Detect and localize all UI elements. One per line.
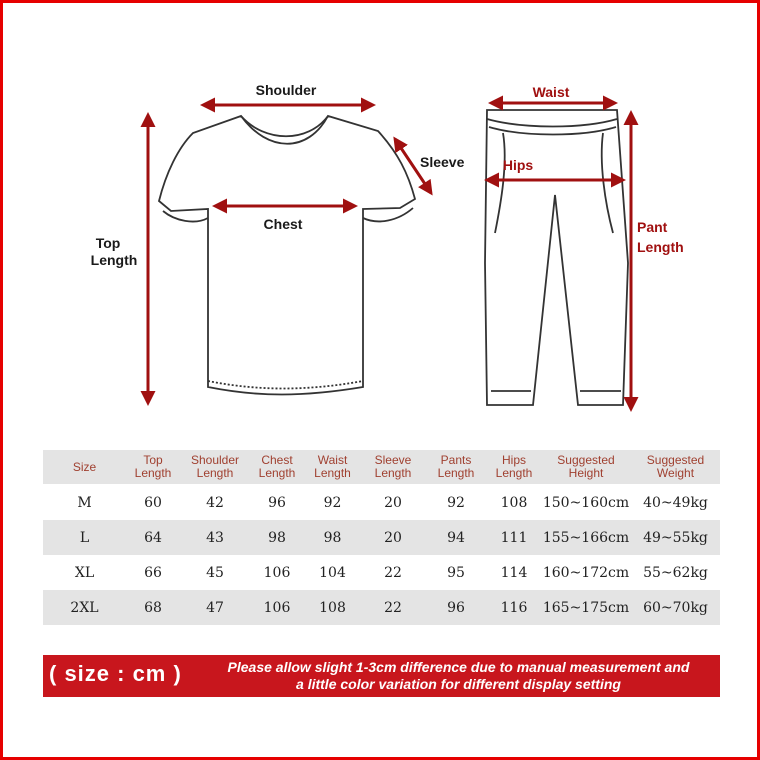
header-top-length-line2: Length	[134, 466, 172, 480]
header-sleeve-length-line2: Length	[374, 466, 412, 480]
header-shoulder-length-line2: Length	[196, 466, 234, 480]
cell-top-length: 60	[144, 494, 162, 511]
header-sleeve-length	[361, 454, 425, 480]
header-pants-length-line2: Length	[437, 466, 475, 480]
cell-waist-length: 104	[319, 564, 346, 581]
measurement-note	[201, 659, 716, 693]
chest-label: Chest	[263, 216, 303, 232]
header-suggested-height-line1: Suggested	[557, 453, 615, 467]
pants-icon	[485, 110, 628, 405]
cell-hips-length: 116	[500, 599, 528, 616]
top-length-label-1: Top	[95, 235, 121, 251]
size-table	[43, 450, 720, 625]
header-pants-length-line1: Pants	[440, 453, 472, 467]
header-chest-length	[250, 454, 304, 480]
header-waist-length-line2: Length	[314, 466, 351, 480]
top-length-label-2: Length	[90, 252, 138, 268]
cell-sleeve-length: 20	[384, 529, 402, 546]
table-header-row	[43, 450, 720, 484]
tshirt-icon	[159, 116, 415, 395]
cell-shoulder-length: 47	[206, 599, 224, 616]
header-suggested-height-line2: Height	[568, 466, 604, 480]
cell-hips-length: 111	[500, 529, 528, 546]
cell-pants-length: 94	[447, 529, 465, 546]
cell-suggested-height: 150~160cm	[542, 494, 630, 511]
cell-shoulder-length: 43	[206, 529, 224, 546]
cell-sleeve-length: 22	[384, 564, 402, 581]
size-chart	[3, 3, 757, 757]
header-shoulder-length	[180, 454, 250, 480]
note-line-2: a little color variation for different display setting	[296, 676, 621, 692]
table-row	[43, 485, 720, 520]
table-row	[43, 555, 720, 590]
cell-suggested-height: 160~172cm	[542, 564, 630, 581]
cell-waist-length: 98	[323, 529, 342, 546]
cell-suggested-weight: 60~70kg	[643, 599, 708, 616]
header-waist-length-line1: Waist	[317, 453, 348, 467]
hips-label: Hips	[502, 157, 534, 173]
cell-chest-length: 106	[263, 564, 291, 581]
header-top-length	[126, 454, 180, 480]
header-hips-length	[487, 454, 541, 480]
cell-chest-length: 98	[268, 529, 286, 546]
cell-pants-length: 96	[447, 599, 465, 616]
header-shoulder-length-line1: Shoulder	[190, 453, 240, 467]
cell-suggested-weight: 40~49kg	[643, 494, 708, 511]
cell-size: 2XL	[70, 599, 99, 616]
header-suggested-weight	[631, 454, 720, 480]
header-pants-length	[425, 454, 487, 480]
header-suggested-height	[541, 454, 631, 480]
cell-sleeve-length: 22	[384, 599, 402, 616]
cell-pants-length: 95	[447, 564, 465, 581]
cell-pants-length: 92	[447, 494, 465, 511]
sleeve-label: Sleeve	[420, 154, 465, 170]
cell-shoulder-length: 42	[206, 494, 224, 511]
header-suggested-weight-line1: Suggested	[646, 453, 705, 467]
pant-length-label-2: Length	[637, 239, 684, 255]
header-size: Size	[72, 459, 97, 474]
header-chest-length-line2: Length	[258, 466, 296, 480]
cell-suggested-weight: 55~62kg	[643, 564, 708, 581]
size-unit-label: ( size : cm )	[49, 661, 182, 686]
cell-sleeve-length: 20	[384, 494, 402, 511]
cell-suggested-weight: 49~55kg	[643, 529, 708, 546]
shoulder-label: Shoulder	[255, 82, 317, 98]
garment-diagram	[3, 3, 757, 443]
cell-shoulder-length: 45	[206, 564, 224, 581]
note-line-1: Please allow slight 1-3cm difference due to manual measurement and	[227, 659, 690, 675]
cell-waist-length: 92	[323, 494, 342, 511]
cell-size: M	[77, 494, 92, 511]
cell-chest-length: 106	[263, 599, 291, 616]
cell-suggested-height: 165~175cm	[542, 599, 630, 616]
table-row	[43, 590, 720, 625]
cell-hips-length: 114	[500, 564, 528, 581]
header-top-length-line1: Top	[143, 453, 163, 467]
cell-top-length: 68	[144, 599, 162, 616]
header-hips-length-line1: Hips	[501, 453, 526, 467]
pant-length-label-1: Pant	[637, 219, 668, 235]
note-banner	[43, 655, 720, 697]
header-hips-length-line2: Length	[495, 466, 533, 480]
header-chest-length-line1: Chest	[261, 453, 293, 467]
cell-size: XL	[74, 564, 95, 581]
table-row	[43, 520, 720, 555]
header-suggested-weight-line2: Weight	[656, 466, 695, 480]
cell-size: L	[79, 529, 90, 546]
header-waist-length	[304, 454, 361, 480]
cell-chest-length: 96	[268, 494, 286, 511]
cell-top-length: 66	[144, 564, 162, 581]
waist-label: Waist	[532, 84, 570, 100]
cell-top-length: 64	[144, 529, 162, 546]
cell-hips-length: 108	[500, 494, 528, 511]
cell-waist-length: 108	[319, 599, 346, 616]
header-sleeve-length-line1: Sleeve	[374, 453, 412, 467]
cell-suggested-height: 155~166cm	[542, 529, 630, 546]
